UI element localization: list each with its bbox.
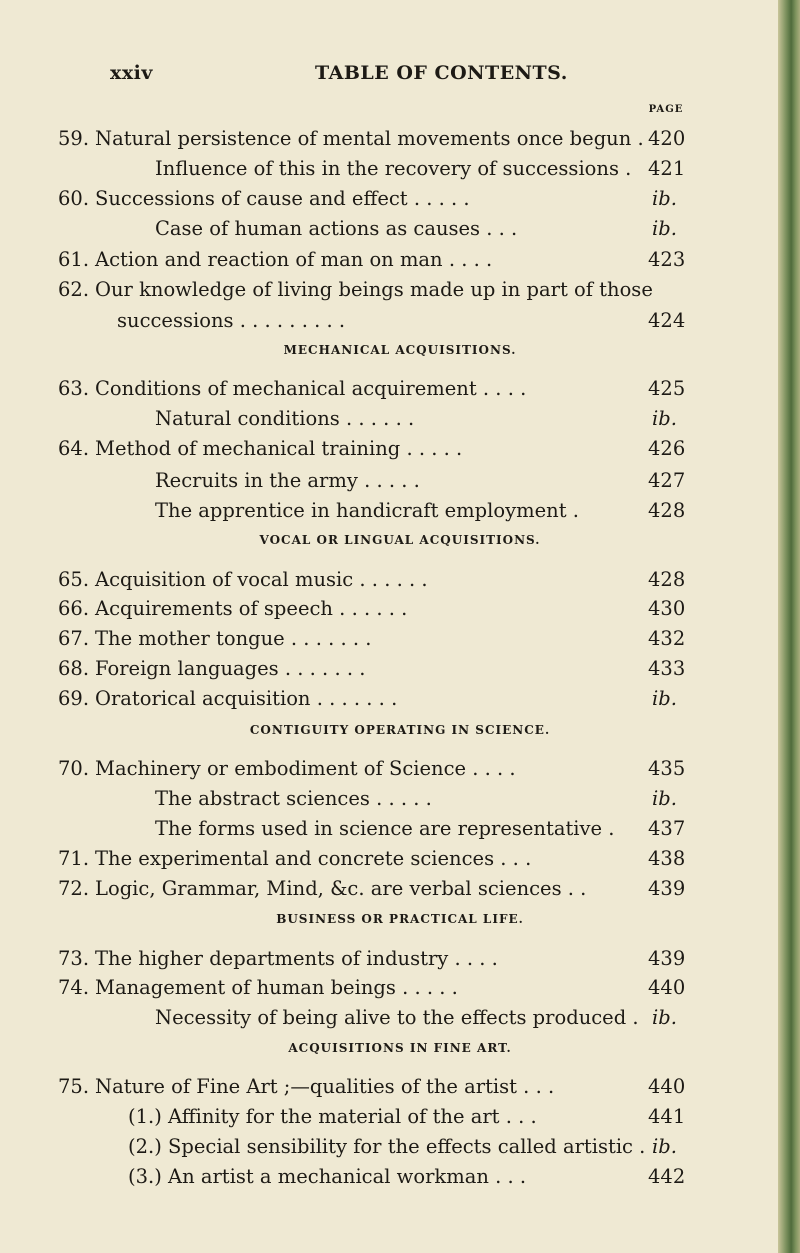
entry-number: 60. [58,187,90,210]
contents-entry [0,844,780,874]
contents-entry [0,124,780,154]
entry-title: Our knowledge of living beings made up in part of those [95,278,653,301]
entry-number: 63. [58,377,90,400]
contents-entry [0,684,780,714]
section-heading: MECHANICAL ACQUISITIONS. [283,343,517,357]
entry-page-number: 440 [648,1075,686,1098]
entry-number: 68. [58,657,90,680]
entry-title: Natural conditions . . . . . . [155,407,415,430]
contents-entry [0,184,780,214]
contents-entry [0,404,780,434]
entry-page-number: 424 [648,309,686,332]
section-heading: ACQUISITIONS IN FINE ART. [288,1041,512,1055]
contents-entry [0,565,780,595]
entry-number: 66. [58,597,90,620]
entry-page-number: 441 [648,1105,686,1128]
entry-title: Necessity of being alive to the effects produced . [155,1006,639,1029]
entry-number: 65. [58,568,90,591]
entry-title: (1.) Affinity for the material of the art . . . [128,1105,537,1128]
entry-title: Influence of this in the recovery of successions . [155,157,632,180]
entry-title: Case of human actions as causes . . . [155,217,518,240]
contents-entry [0,1102,780,1132]
contents-entry [0,306,780,336]
entry-title: (3.) An artist a mechanical workman . . . [128,1165,527,1188]
section-heading: CONTIGUITY OPERATING IN SCIENCE. [249,723,551,737]
entry-page-number: 433 [648,657,686,680]
section-heading: VOCAL OR LINGUAL ACQUISITIONS. [259,533,541,547]
entry-page-number: 420 [648,127,686,150]
entry-title: Oratorical acquisition . . . . . . . [95,687,398,710]
contents-entry [0,434,780,464]
entry-number: 74. [58,976,90,999]
page-folio: xxiv [110,62,153,84]
entry-number: 72. [58,877,90,900]
entry-page-number: ib. [652,217,677,240]
contents-entry [0,624,780,654]
entry-title: successions . . . . . . . . . [117,309,346,332]
entry-page-number: 438 [648,847,686,870]
entry-page-number: 421 [648,157,686,180]
entry-page-number: ib. [652,407,677,430]
contents-entry [0,814,780,844]
entry-title: Recruits in the army . . . . . [155,469,420,492]
contents-entry [0,654,780,684]
entry-number: 70. [58,757,90,780]
entry-number: 61. [58,248,90,271]
contents-entry [0,154,780,184]
contents-entry [0,1003,780,1033]
entry-page-number: 426 [648,437,686,460]
entry-page-number: 423 [648,248,686,271]
entry-title: Acquirements of speech . . . . . . [95,597,408,620]
entry-page-number: ib. [652,187,677,210]
contents-entry [0,594,780,624]
entry-page-number: 428 [648,499,686,522]
entry-number: 75. [58,1075,90,1098]
entry-title: Management of human beings . . . . . [95,976,458,999]
entry-title: The abstract sciences . . . . . [155,787,432,810]
entry-page-number: 427 [648,469,686,492]
contents-entry [0,214,780,244]
entry-title: Acquisition of vocal music . . . . . . [95,568,428,591]
book-spine-edge [778,0,800,1253]
entry-page-number: 439 [648,877,686,900]
entry-title: Foreign languages . . . . . . . [95,657,366,680]
entry-title: The forms used in science are representative . [155,817,615,840]
entry-title: (2.) Special sensibility for the effects called artistic . [128,1135,646,1158]
entry-page-number: 428 [648,568,686,591]
entry-title: The higher departments of industry . . . . [95,947,498,970]
entry-page-number: ib. [652,787,677,810]
contents-entry [0,1162,780,1192]
entry-number: 71. [58,847,90,870]
contents-entry [0,1132,780,1162]
entry-title: The mother tongue . . . . . . . [95,627,372,650]
entry-title: Machinery or embodiment of Science . . . . [95,757,516,780]
entry-number: 73. [58,947,90,970]
entry-page-number: 439 [648,947,686,970]
entry-page-number: ib. [652,687,677,710]
page-column-label: PAGE [648,104,684,115]
entry-number: 69. [58,687,90,710]
contents-entry [0,275,780,305]
entry-number: 62. [58,278,90,301]
entry-page-number: 440 [648,976,686,999]
contents-entry [0,245,780,275]
entry-title: Nature of Fine Art ;—qualities of the artist . . . [95,1075,555,1098]
entry-title: Successions of cause and effect . . . . . [95,187,470,210]
contents-entry [0,784,780,814]
contents-entry [0,874,780,904]
entry-page-number: 430 [648,597,686,620]
section-heading: BUSINESS OR PRACTICAL LIFE. [276,912,524,926]
running-head [110,62,740,86]
entry-title: Conditions of mechanical acquirement . . . . [95,377,527,400]
entry-title: Logic, Grammar, Mind, &c. are verbal sciences . . [95,877,587,900]
entry-page-number: 437 [648,817,686,840]
entry-number: 67. [58,627,90,650]
entry-page-number: 432 [648,627,686,650]
contents-entry [0,1072,780,1102]
entry-page-number: 425 [648,377,686,400]
entry-title: The experimental and concrete sciences . . . [95,847,532,870]
contents-entry [0,496,780,526]
entry-title: Action and reaction of man on man . . . . [95,248,493,271]
entry-title: The apprentice in handicraft employment . [155,499,579,522]
entry-page-number: 435 [648,757,686,780]
entry-page-number: 442 [648,1165,686,1188]
entry-page-number: ib. [652,1135,677,1158]
entry-page-number: ib. [652,1006,677,1029]
contents-entry [0,466,780,496]
contents-entry [0,754,780,784]
entry-title: Natural persistence of mental movements once begun . [95,127,644,150]
contents-entry [0,973,780,1003]
contents-entry [0,944,780,974]
entry-number: 64. [58,437,90,460]
entry-number: 59. [58,127,90,150]
entry-title: Method of mechanical training . . . . . [95,437,463,460]
contents-entry [0,374,780,404]
page-title: TABLE OF CONTENTS. [315,62,568,84]
